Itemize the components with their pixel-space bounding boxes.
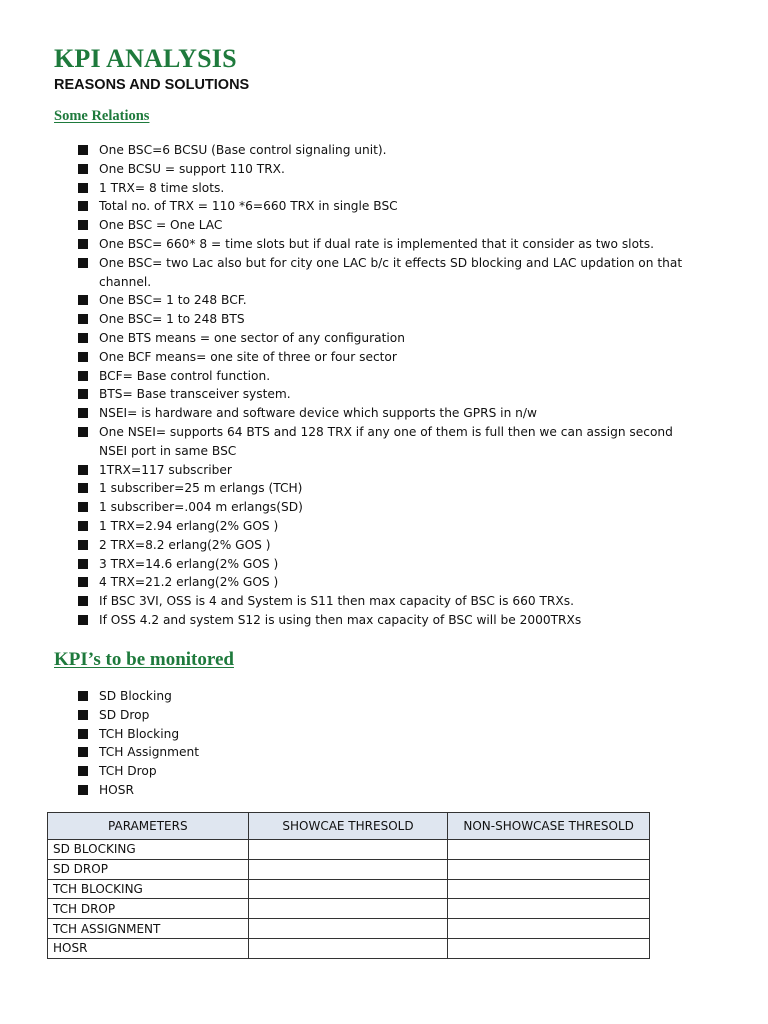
list-item: One BCSU = support 110 TRX. <box>78 160 698 179</box>
column-header-parameters: PARAMETERS <box>48 813 249 840</box>
relations-list <box>78 141 698 630</box>
table-cell: SD BLOCKING <box>48 840 249 860</box>
list-item: NSEI= is hardware and software device which supports the GPRS in n/w <box>78 404 698 423</box>
kpis-heading: KPI’s to be monitored <box>54 649 234 670</box>
table-cell <box>448 899 650 919</box>
list-item: One BSC= 1 to 248 BTS <box>78 310 698 329</box>
list-item: 1 TRX=2.94 erlang(2% GOS ) <box>78 517 698 536</box>
table-cell: TCH ASSIGNMENT <box>48 919 249 939</box>
list-item: If OSS 4.2 and system S12 is using then max capacity of BSC will be 2000TRXs <box>78 611 698 630</box>
square-bullet-icon <box>78 465 88 475</box>
square-bullet-icon <box>78 766 88 776</box>
square-bullet-icon <box>78 785 88 795</box>
square-bullet-icon <box>78 258 88 268</box>
table-cell <box>448 919 650 939</box>
table-cell <box>248 859 448 879</box>
list-item: BTS= Base transceiver system. <box>78 385 698 404</box>
list-item: TCH Assignment <box>78 743 378 762</box>
list-item: 1TRX=117 subscriber <box>78 461 698 480</box>
table-header-row <box>48 813 650 840</box>
list-item: If BSC 3VI, OSS is 4 and System is S11 then max capacity of BSC is 660 TRXs. <box>78 592 698 611</box>
list-item: 1 TRX= 8 time slots. <box>78 179 698 198</box>
list-item: One NSEI= supports 64 BTS and 128 TRX if any one of them is full then we can assign second NSEI port in same BSC <box>78 423 698 461</box>
list-item: 3 TRX=14.6 erlang(2% GOS ) <box>78 555 698 574</box>
list-item: TCH Blocking <box>78 725 378 744</box>
square-bullet-icon <box>78 615 88 625</box>
square-bullet-icon <box>78 729 88 739</box>
table-row <box>48 879 650 899</box>
table-cell <box>248 840 448 860</box>
list-item: 4 TRX=21.2 erlang(2% GOS ) <box>78 573 698 592</box>
square-bullet-icon <box>78 521 88 531</box>
square-bullet-icon <box>78 691 88 701</box>
column-header-showcase-threshold: SHOWCAE THRESOLD <box>248 813 448 840</box>
list-item: One BSC= 1 to 248 BCF. <box>78 291 698 310</box>
list-item: 2 TRX=8.2 erlang(2% GOS ) <box>78 536 698 555</box>
table-cell <box>448 859 650 879</box>
list-item: 1 subscriber=25 m erlangs (TCH) <box>78 479 698 498</box>
square-bullet-icon <box>78 295 88 305</box>
square-bullet-icon <box>78 427 88 437</box>
table-row <box>48 899 650 919</box>
table-cell <box>448 840 650 860</box>
table-cell <box>248 899 448 919</box>
document-title: KPI ANALYSIS <box>54 44 237 73</box>
list-item: One BTS means = one sector of any configuration <box>78 329 698 348</box>
square-bullet-icon <box>78 540 88 550</box>
document-subtitle: REASONS AND SOLUTIONS <box>54 77 250 93</box>
table-row <box>48 919 650 939</box>
table-cell <box>248 879 448 899</box>
square-bullet-icon <box>78 502 88 512</box>
table-row <box>48 938 650 958</box>
list-item: SD Blocking <box>78 687 378 706</box>
list-item: SD Drop <box>78 706 378 725</box>
square-bullet-icon <box>78 314 88 324</box>
square-bullet-icon <box>78 710 88 720</box>
square-bullet-icon <box>78 201 88 211</box>
square-bullet-icon <box>78 559 88 569</box>
table-cell: SD DROP <box>48 859 249 879</box>
square-bullet-icon <box>78 220 88 230</box>
square-bullet-icon <box>78 747 88 757</box>
list-item: One BCF means= one site of three or four sector <box>78 348 698 367</box>
square-bullet-icon <box>78 371 88 381</box>
square-bullet-icon <box>78 596 88 606</box>
square-bullet-icon <box>78 333 88 343</box>
threshold-table <box>47 812 650 959</box>
list-item: One BSC=6 BCSU (Base control signaling unit). <box>78 141 698 160</box>
table-row <box>48 840 650 860</box>
table-cell: HOSR <box>48 938 249 958</box>
list-item: TCH Drop <box>78 762 378 781</box>
relations-heading: Some Relations <box>54 108 150 124</box>
list-item: BCF= Base control function. <box>78 367 698 386</box>
square-bullet-icon <box>78 408 88 418</box>
square-bullet-icon <box>78 483 88 493</box>
table-cell <box>448 938 650 958</box>
table-cell: TCH DROP <box>48 899 249 919</box>
kpis-list <box>78 687 378 800</box>
square-bullet-icon <box>78 352 88 362</box>
list-item: HOSR <box>78 781 378 800</box>
list-item: One BSC= two Lac also but for city one LAC b/c it effects SD blocking and LAC updation on that channel. <box>78 254 698 292</box>
column-header-non-showcase-threshold: NON-SHOWCASE THRESOLD <box>448 813 650 840</box>
square-bullet-icon <box>78 183 88 193</box>
table-cell <box>448 879 650 899</box>
list-item: Total no. of TRX = 110 *6=660 TRX in single BSC <box>78 197 698 216</box>
square-bullet-icon <box>78 239 88 249</box>
table-cell <box>248 938 448 958</box>
square-bullet-icon <box>78 577 88 587</box>
list-item: One BSC = One LAC <box>78 216 698 235</box>
square-bullet-icon <box>78 389 88 399</box>
table-cell: TCH BLOCKING <box>48 879 249 899</box>
list-item: One BSC= 660* 8 = time slots but if dual rate is implemented that it consider as two slots. <box>78 235 698 254</box>
list-item: 1 subscriber=.004 m erlangs(SD) <box>78 498 698 517</box>
table-row <box>48 859 650 879</box>
square-bullet-icon <box>78 145 88 155</box>
table-cell <box>248 919 448 939</box>
square-bullet-icon <box>78 164 88 174</box>
